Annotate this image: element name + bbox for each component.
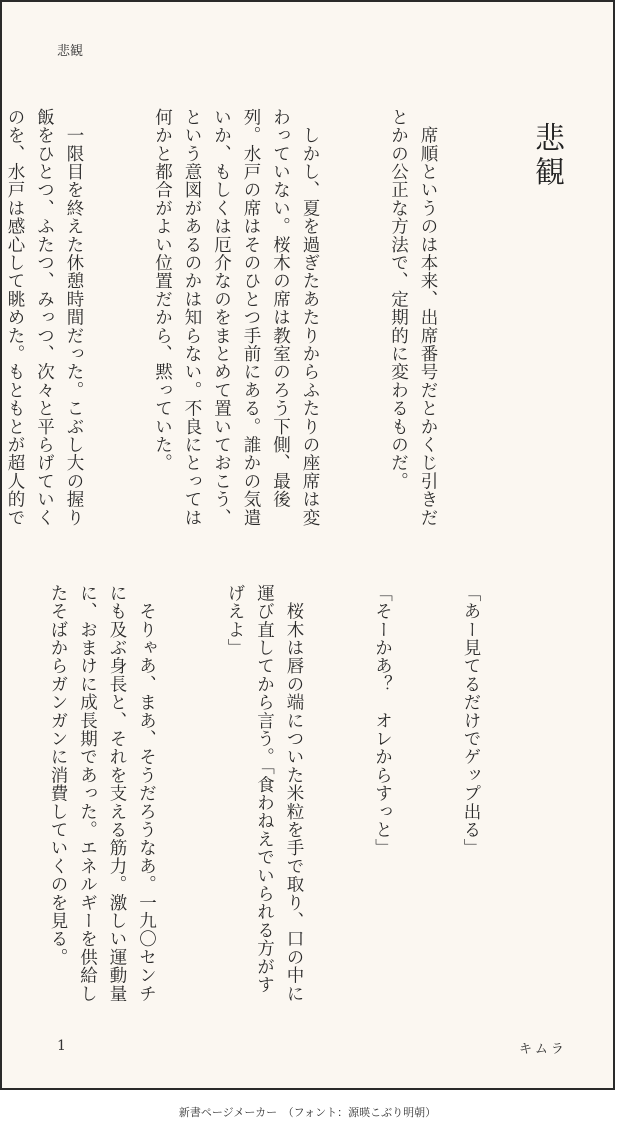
- paragraph: そりゃあ、まあ、そうだろうなあ。一九〇センチにも及ぶ身長と、それを支える筋力。激しい運動量に、おまけに成長期であった。エネルギーを供給したそばからガンガンに消費していくのを見る。: [48, 584, 157, 1003]
- page-number: 1: [57, 1038, 66, 1054]
- author-name: キムラ: [519, 1042, 567, 1057]
- paragraph: 「あー見てるだけでゲップ出る」: [461, 584, 481, 857]
- generator-credit: 新書ページメーカー （フォント：源暎こぶり明朝）: [178, 1106, 437, 1119]
- story-title: 悲観: [529, 122, 564, 190]
- paragraph: 「そーかあ？ オレからすっと」: [372, 584, 393, 857]
- paragraph: 一限目を終えた休憩時間だった。こぶし大の握り飯をひとつ、ふたつ、みっつ、次々と平らげていくのを、水戸は感心して眺めた。もともとが超人的で: [5, 108, 84, 527]
- paragraph: 席順というのは本来、出席番号だとかくじ引きだとかの公正な方法で、定期的に変わるものだ。: [388, 108, 438, 527]
- running-header-title: 悲観: [57, 44, 84, 59]
- paragraph: 桜木は唇の端についた米粒を手で取り、口の中に運び直してから言う。「食わねえでいられる方がすげえよ」: [225, 584, 304, 1003]
- text-block-lower: [0, 584, 544, 1004]
- text-block-upper: [0, 108, 501, 528]
- paragraph: しかし、夏を過ぎたあたりからふたりの座席は変わっていない。桜木の席は教室のろう下側、最後列。水戸の席はそのひとつ手前にある。誰かの気遣いか、もしくは厄介なのをまとめて置いておこう、という意図があるのかは知らない。不良にとっては何かと都合がよい位置だから、黙っていた。: [152, 108, 320, 527]
